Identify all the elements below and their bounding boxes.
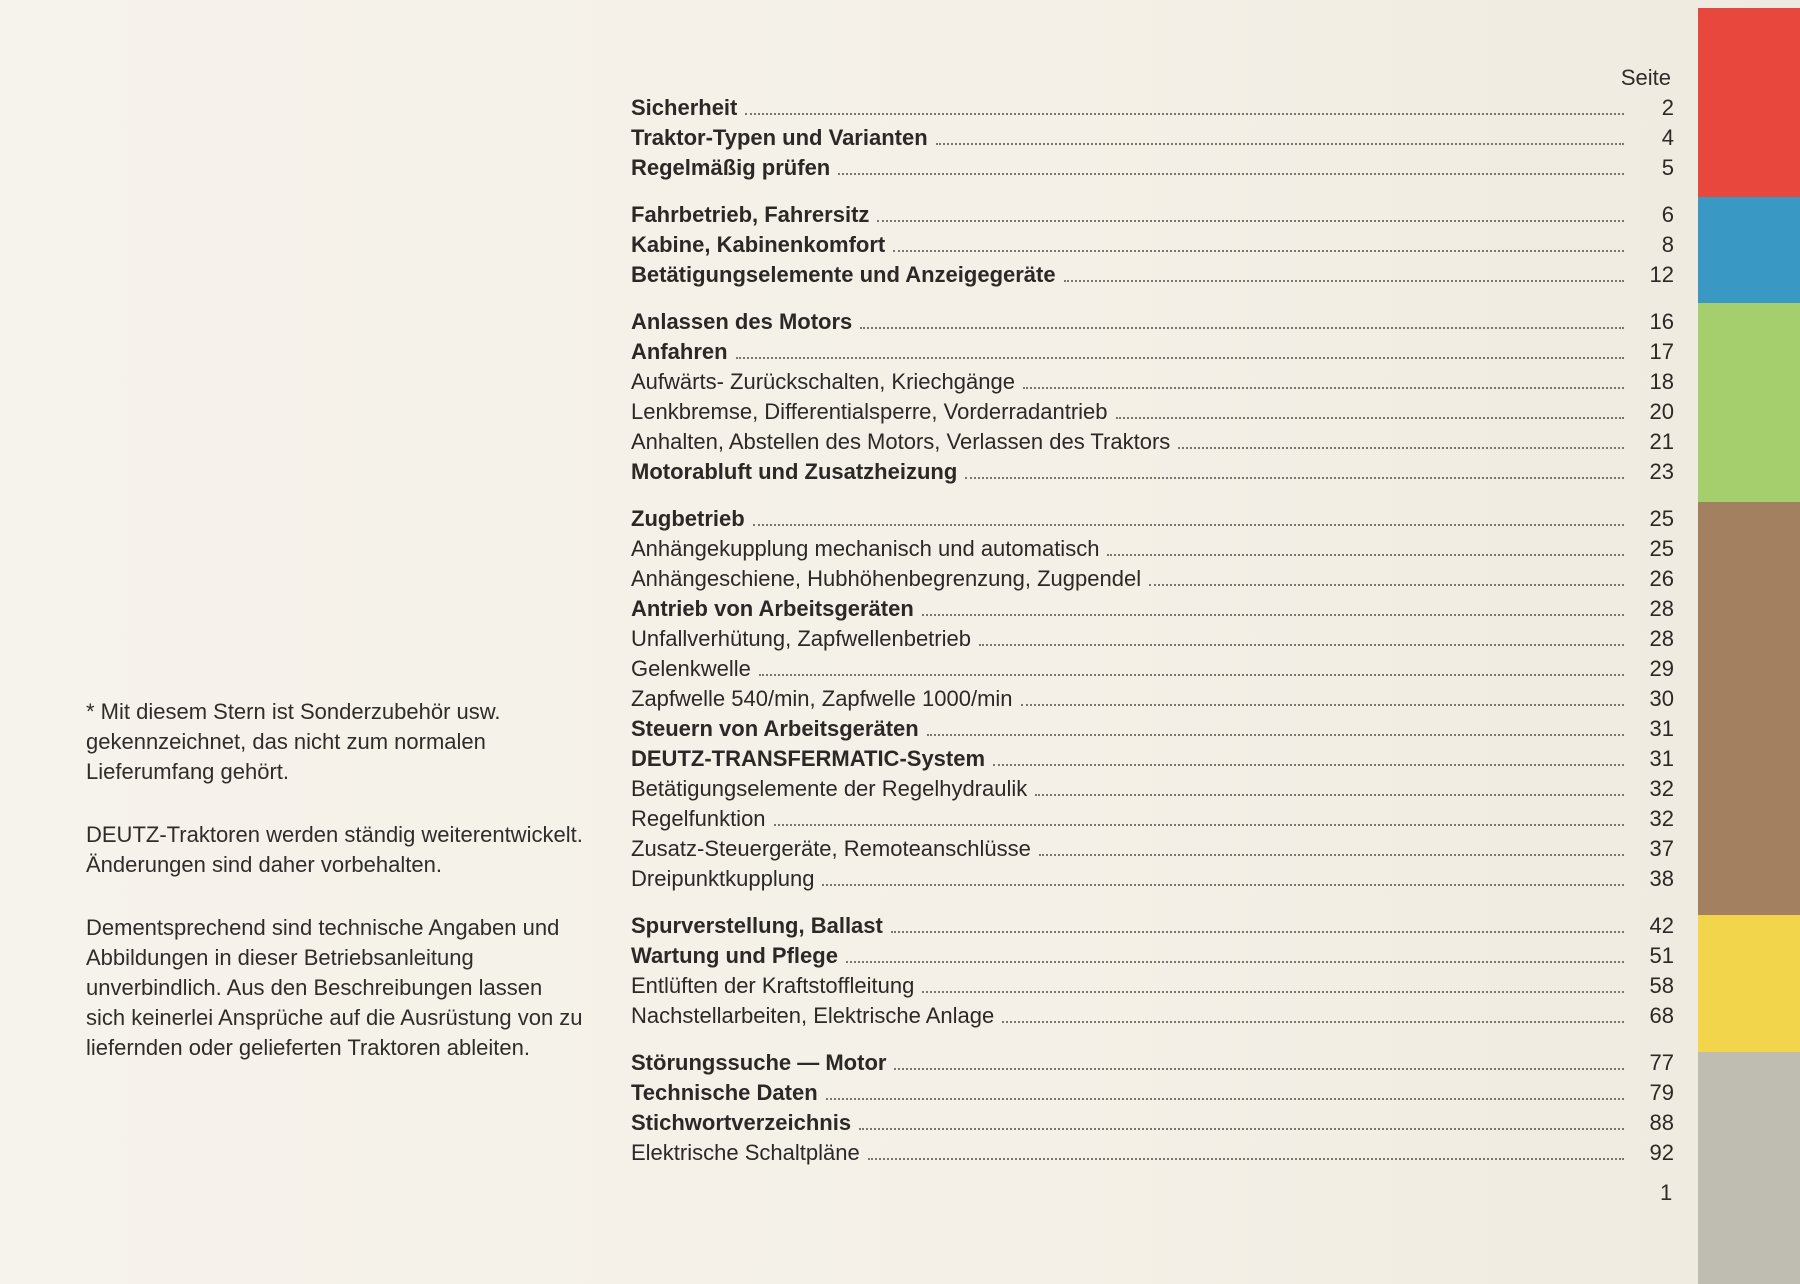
dot-leader bbox=[877, 220, 1624, 222]
toc-entry[interactable] bbox=[631, 93, 1676, 123]
toc-entry-page: 92 bbox=[1649, 1140, 1674, 1165]
toc-entry-title: Steuern von Arbeitsgeräten bbox=[631, 716, 919, 741]
toc-entry-title: Aufwärts- Zurückschalten, Kriechgänge bbox=[631, 369, 1015, 394]
toc-entry-title: Anhängekupplung mechanisch und automatisch bbox=[631, 536, 1100, 561]
toc-entry-title: Zusatz-Steuergeräte, Remoteanschlüsse bbox=[631, 836, 1031, 861]
toc-entry-title: Motorabluft und Zusatzheizung bbox=[631, 459, 958, 484]
dot-leader bbox=[965, 477, 1624, 479]
table-of-contents bbox=[631, 63, 1676, 1168]
toc-entry-title: Anhalten, Abstellen des Motors, Verlassen des Traktors bbox=[631, 429, 1171, 454]
toc-entry-page: 17 bbox=[1649, 339, 1674, 364]
toc-entry-page: 58 bbox=[1649, 973, 1674, 998]
dot-leader bbox=[868, 1158, 1624, 1160]
toc-entry-page: 25 bbox=[1649, 536, 1674, 561]
dot-leader bbox=[1035, 794, 1624, 796]
toc-entry[interactable] bbox=[631, 457, 1676, 487]
dot-leader bbox=[838, 173, 1624, 175]
toc-entry-page: 68 bbox=[1649, 1003, 1674, 1028]
toc-entry[interactable] bbox=[631, 1108, 1676, 1138]
dot-leader bbox=[860, 327, 1624, 329]
toc-entry[interactable] bbox=[631, 594, 1676, 624]
toc-entry[interactable] bbox=[631, 941, 1676, 971]
toc-entry-page: 31 bbox=[1649, 746, 1674, 771]
toc-entry-page: 32 bbox=[1649, 776, 1674, 801]
dot-leader bbox=[893, 250, 1624, 252]
register-tab bbox=[1698, 915, 1800, 1052]
toc-entry[interactable] bbox=[631, 911, 1676, 941]
toc-entry[interactable] bbox=[631, 684, 1676, 714]
toc-entry-title: Störungssuche — Motor bbox=[631, 1050, 887, 1075]
toc-entry[interactable] bbox=[631, 427, 1676, 457]
toc-entry-page: 31 bbox=[1649, 716, 1674, 741]
toc-entry-page: 37 bbox=[1649, 836, 1674, 861]
note-star: * Mit diesem Stern ist Sonderzubehör usw. gekennzeichnet, das nicht zum normalen Lieferumfang gehört. bbox=[86, 699, 501, 784]
toc-entry-title: Regelfunktion bbox=[631, 806, 766, 831]
toc-entry-page: 8 bbox=[1661, 232, 1674, 257]
toc-entry-title: Anlassen des Motors bbox=[631, 309, 853, 334]
dot-leader bbox=[774, 824, 1624, 826]
dot-leader bbox=[736, 357, 1624, 359]
toc-entry-page: 51 bbox=[1649, 943, 1674, 968]
dot-leader bbox=[922, 614, 1624, 616]
toc-entry-title: Wartung und Pflege bbox=[631, 943, 838, 968]
toc-entry-page: 23 bbox=[1649, 459, 1674, 484]
toc-group-gap bbox=[631, 894, 1676, 911]
toc-entry-page: 2 bbox=[1661, 95, 1674, 120]
toc-entry-page: 28 bbox=[1649, 596, 1674, 621]
page-number: 1 bbox=[1660, 1180, 1673, 1205]
dot-leader bbox=[859, 1128, 1624, 1130]
toc-entry-title: Anfahren bbox=[631, 339, 728, 364]
toc-entry-page: 42 bbox=[1649, 913, 1674, 938]
toc-entry-title: Sicherheit bbox=[631, 95, 738, 120]
toc-entry[interactable] bbox=[631, 834, 1676, 864]
dot-leader bbox=[1149, 584, 1624, 586]
toc-entry-page: 6 bbox=[1661, 202, 1674, 227]
toc-entry-page: 30 bbox=[1649, 686, 1674, 711]
toc-entry[interactable] bbox=[631, 153, 1676, 183]
toc-entry-title: Regelmäßig prüfen bbox=[631, 155, 831, 180]
toc-entry-page: 28 bbox=[1649, 626, 1674, 651]
toc-entry-title: Lenkbremse, Differentialsperre, Vorderradantrieb bbox=[631, 399, 1108, 424]
toc-entry-title: Unfallverhütung, Zapfwellenbetrieb bbox=[631, 626, 971, 651]
dot-leader bbox=[936, 143, 1624, 145]
toc-entry[interactable] bbox=[631, 804, 1676, 834]
toc-entry-page: 38 bbox=[1649, 866, 1674, 891]
toc-entry-title: Anhängeschiene, Hubhöhenbegrenzung, Zugpendel bbox=[631, 566, 1142, 591]
note-disclaimer: Dementsprechend sind technische Angaben und Abbildungen in dieser Betriebsanleitung unverbindlich. Aus den Beschreibungen lassen sich keinerlei Ansprüche auf die Ausrüstung von zu liefernden oder gelieferten Traktoren ableiten. bbox=[86, 915, 583, 1060]
toc-entry[interactable] bbox=[631, 230, 1676, 260]
toc-entry[interactable] bbox=[631, 534, 1676, 564]
toc-entry[interactable] bbox=[631, 864, 1676, 894]
dot-leader bbox=[826, 1098, 1624, 1100]
dot-leader bbox=[846, 961, 1624, 963]
toc-entry-page: 79 bbox=[1649, 1080, 1674, 1105]
dot-leader bbox=[1116, 417, 1624, 419]
toc-entry[interactable] bbox=[631, 774, 1676, 804]
toc-entry-page: 32 bbox=[1649, 806, 1674, 831]
toc-entry[interactable] bbox=[631, 564, 1676, 594]
dot-leader bbox=[822, 884, 1624, 886]
toc-entry[interactable] bbox=[631, 714, 1676, 744]
toc-entry-title: Zapfwelle 540/min, Zapfwelle 1000/min bbox=[631, 686, 1013, 711]
color-register-tabs bbox=[1698, 8, 1800, 1284]
toc-entry[interactable] bbox=[631, 367, 1676, 397]
dot-leader bbox=[1178, 447, 1624, 449]
register-tab bbox=[1698, 197, 1800, 303]
toc-entry-page: 88 bbox=[1649, 1110, 1674, 1135]
toc-entry[interactable] bbox=[631, 260, 1676, 290]
dot-leader bbox=[745, 113, 1624, 115]
toc-entry-page: 77 bbox=[1649, 1050, 1674, 1075]
toc-page-header: Seite bbox=[1620, 65, 1671, 90]
toc-entry-title: Spurverstellung, Ballast bbox=[631, 913, 883, 938]
toc-entry-title: DEUTZ-TRANSFERMATIC-System bbox=[631, 746, 986, 771]
toc-entry[interactable] bbox=[631, 624, 1676, 654]
toc-entry[interactable] bbox=[631, 200, 1676, 230]
toc-entry[interactable] bbox=[631, 1078, 1676, 1108]
dot-leader bbox=[993, 764, 1624, 766]
toc-group-gap bbox=[631, 487, 1676, 504]
toc-entry[interactable] bbox=[631, 1048, 1676, 1078]
toc-entry-title: Fahrbetrieb, Fahrersitz bbox=[631, 202, 870, 227]
register-tab bbox=[1698, 1052, 1800, 1284]
toc-entry[interactable] bbox=[631, 307, 1676, 337]
register-tab bbox=[1698, 303, 1800, 502]
toc-entry-title: Betätigungselemente der Regelhydraulik bbox=[631, 776, 1028, 801]
dot-leader bbox=[759, 674, 1624, 676]
toc-entry[interactable] bbox=[631, 397, 1676, 427]
note-development: DEUTZ-Traktoren werden ständig weiterentwickelt. Änderungen sind daher vorbehalten. bbox=[86, 822, 583, 877]
toc-entry-title: Kabine, Kabinenkomfort bbox=[631, 232, 886, 257]
dot-leader bbox=[1002, 1021, 1624, 1023]
toc-entry[interactable] bbox=[631, 123, 1676, 153]
toc-entry-title: Zugbetrieb bbox=[631, 506, 745, 531]
toc-entry[interactable] bbox=[631, 654, 1676, 684]
dot-leader bbox=[922, 991, 1624, 993]
toc-entry[interactable] bbox=[631, 337, 1676, 367]
toc-entry-title: Stichwortverzeichnis bbox=[631, 1110, 852, 1135]
toc-entry-title: Nachstellarbeiten, Elektrische Anlage bbox=[631, 1003, 995, 1028]
toc-group-gap bbox=[631, 1031, 1676, 1048]
toc-entry[interactable] bbox=[631, 1138, 1676, 1168]
toc-entry-page: 29 bbox=[1649, 656, 1674, 681]
dot-leader bbox=[1023, 387, 1624, 389]
toc-entry-page: 4 bbox=[1661, 125, 1674, 150]
notes-column bbox=[86, 697, 586, 1096]
toc-entry[interactable] bbox=[631, 744, 1676, 774]
register-tab bbox=[1698, 502, 1800, 915]
toc-group-gap bbox=[631, 290, 1676, 307]
dot-leader bbox=[1039, 854, 1624, 856]
toc-entry-title: Dreipunktkupplung bbox=[631, 866, 815, 891]
toc-entry-title: Betätigungselemente und Anzeigegeräte bbox=[631, 262, 1056, 287]
dot-leader bbox=[891, 931, 1624, 933]
toc-entry-page: 16 bbox=[1649, 309, 1674, 334]
toc-entry-page: 21 bbox=[1649, 429, 1674, 454]
dot-leader bbox=[1107, 554, 1624, 556]
toc-entry-page: 26 bbox=[1649, 566, 1674, 591]
toc-entry-page: 18 bbox=[1649, 369, 1674, 394]
toc-entry[interactable] bbox=[631, 971, 1676, 1001]
dot-leader bbox=[1021, 704, 1624, 706]
toc-entry-title: Entlüften der Kraftstoffleitung bbox=[631, 973, 915, 998]
toc-entry-page: 25 bbox=[1649, 506, 1674, 531]
toc-entry-title: Technische Daten bbox=[631, 1080, 818, 1105]
dot-leader bbox=[753, 524, 1624, 526]
dot-leader bbox=[894, 1068, 1624, 1070]
dot-leader bbox=[1064, 280, 1624, 282]
dot-leader bbox=[979, 644, 1624, 646]
toc-entry[interactable] bbox=[631, 504, 1676, 534]
register-tab bbox=[1698, 8, 1800, 197]
toc-entry-title: Gelenkwelle bbox=[631, 656, 751, 681]
toc-entry-title: Antrieb von Arbeitsgeräten bbox=[631, 596, 914, 621]
toc-group-gap bbox=[631, 183, 1676, 200]
toc-entry-page: 5 bbox=[1661, 155, 1674, 180]
dot-leader bbox=[927, 734, 1624, 736]
toc-entry-title: Elektrische Schaltpläne bbox=[631, 1140, 860, 1165]
toc-entry[interactable] bbox=[631, 1001, 1676, 1031]
toc-entry-title: Traktor-Typen und Varianten bbox=[631, 125, 928, 150]
toc-entry-page: 12 bbox=[1649, 262, 1674, 287]
toc-entry-page: 20 bbox=[1649, 399, 1674, 424]
